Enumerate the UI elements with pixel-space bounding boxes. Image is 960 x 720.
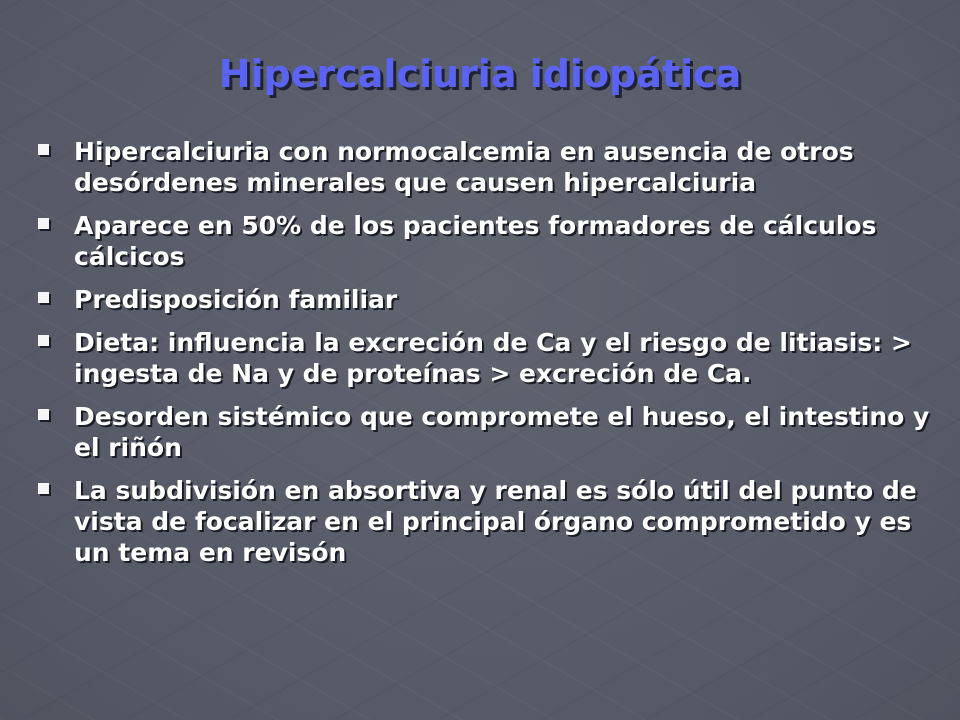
bullet-text: Hipercalciuria con normocalcemia en ausencia de otros desórdenes minerales que causen hipercalciuria	[74, 137, 854, 197]
slide-title: Hipercalciuria idiopática	[218, 52, 742, 96]
bullet-item	[36, 327, 936, 389]
square-bullet-icon	[38, 335, 49, 346]
bullet-text: Desorden sistémico que compromete el hueso, el intestino y el riñón	[74, 402, 930, 462]
square-bullet-icon	[38, 144, 49, 155]
square-bullet-icon	[38, 409, 49, 420]
bullet-text: Aparece en 50% de los pacientes formadores de cálculos cálcicos	[74, 211, 877, 271]
bullet-text: Dieta: influencia la excreción de Ca y el riesgo de litiasis: > ingesta de Na y de proteínas > excreción de Ca.	[74, 328, 912, 388]
bullet-item	[36, 136, 936, 198]
bullet-text: La subdivisión en absortiva y renal es sólo útil del punto de vista de focalizar en el principal órgano comprometido y es un tema en revisón	[74, 476, 917, 567]
bullet-list	[36, 136, 936, 568]
bullet-item	[36, 401, 936, 463]
square-bullet-icon	[38, 483, 49, 494]
bullet-item	[36, 210, 936, 272]
bullet-text: Predisposición familiar	[74, 285, 398, 314]
square-bullet-icon	[38, 292, 49, 303]
square-bullet-icon	[38, 218, 49, 229]
bullet-item	[36, 475, 936, 568]
bullet-item	[36, 284, 936, 315]
